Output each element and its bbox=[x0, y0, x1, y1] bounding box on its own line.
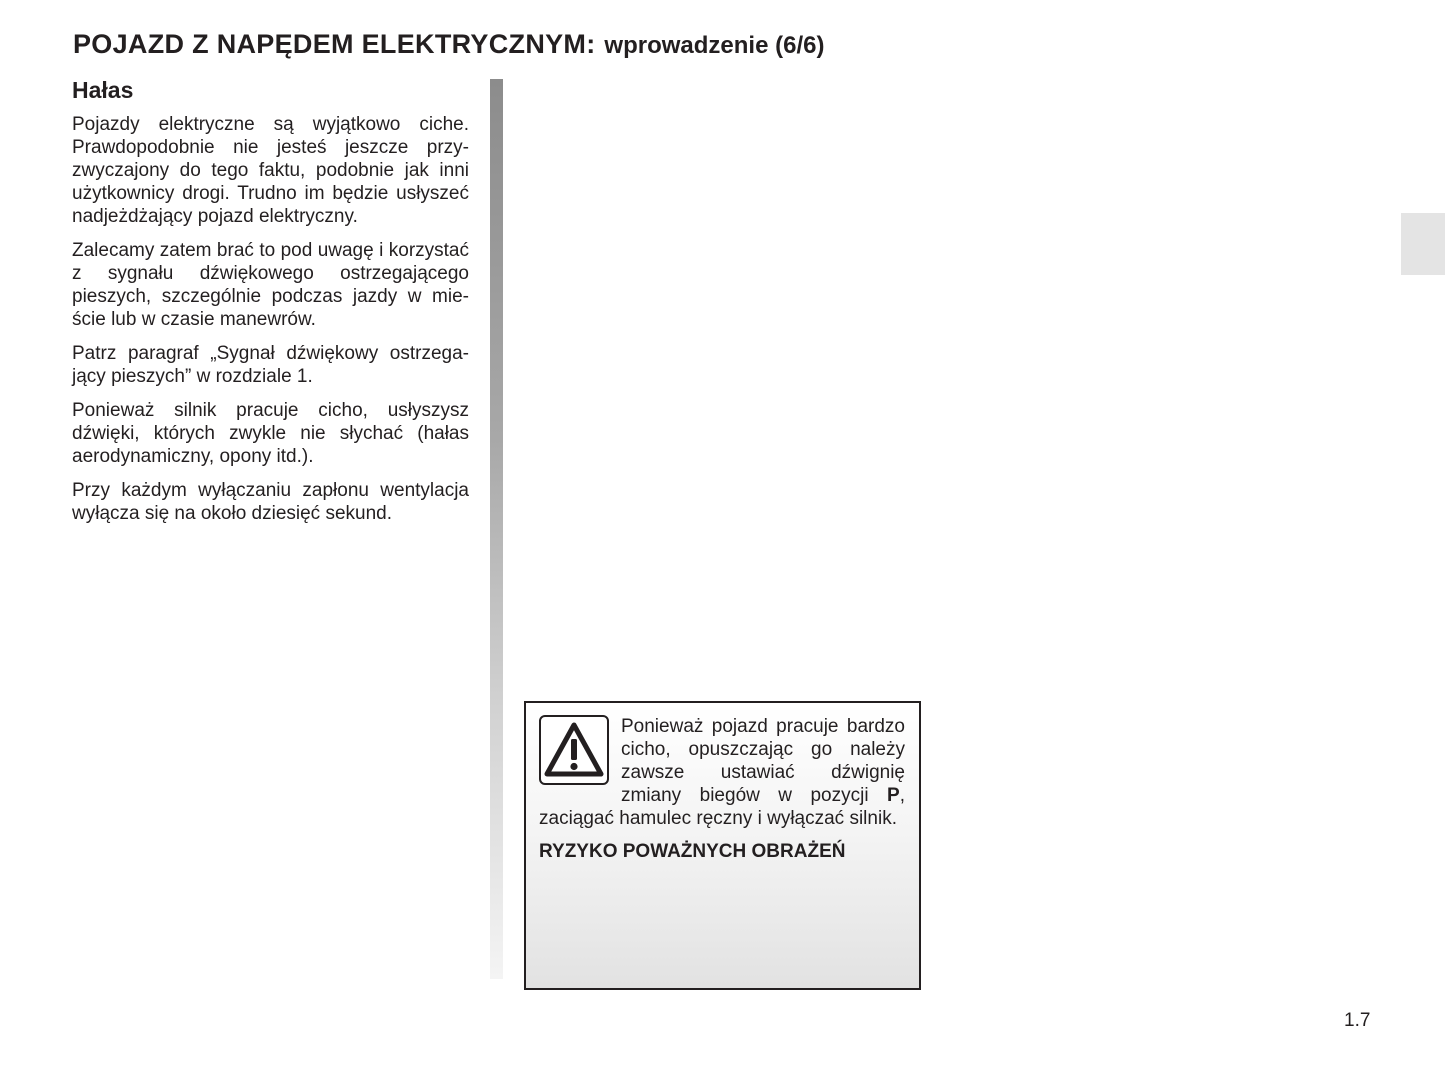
page-title-main: POJAZD Z NAPĘDEM ELEKTRYCZNYM: bbox=[73, 29, 596, 59]
paragraph-5: Przy każdym wyłączaniu zapłonu wentylacja wyłącza się na około dziesięć sekund. bbox=[72, 480, 469, 524]
warning-box bbox=[524, 701, 921, 990]
column-divider-bar bbox=[490, 79, 503, 979]
page-title bbox=[73, 24, 824, 61]
paragraph-2: Zalecamy zatem brać to pod uwagę i korzystać z sygnału dźwiękowego ostrzegającego pieszych, szczególnie podczas jazdy w mieście lub w czasie manewrów. bbox=[72, 240, 469, 330]
paragraph-1: Pojazdy elektryczne są wyjątkowo ciche. Prawdopodobnie nie jesteś jeszcze przyzwyczajony do tego faktu, podobnie jak inni użytkownicy drogi. Trudno im będzie usłyszeć nadjeżdżający pojazd elektryczny. bbox=[72, 114, 469, 227]
page-number: 1.7 bbox=[1344, 1010, 1371, 1031]
page-title-sub: wprowadzenie (6/6) bbox=[604, 32, 825, 59]
chapter-thumb-tab bbox=[1401, 213, 1445, 275]
paragraph-4: Ponieważ silnik pracuje cicho, usłyszysz dźwięki, których zwykle nie słychać (hałas aerodynamiczny, opony itd.). bbox=[72, 400, 469, 467]
warning-risk-label: RYZYKO POWAŻNYCH OBRAŻEŃ bbox=[539, 841, 846, 862]
noise-section bbox=[72, 76, 469, 536]
warning-text-before: Ponieważ pojazd pracuje bardzo cicho, opuszczając go należy zawsze ustawiać dźwignię zmiany biegów w pozycji bbox=[621, 716, 905, 806]
section-heading: Hałas bbox=[72, 77, 134, 103]
paragraph-3: Patrz paragraf „Sygnał dźwiękowy ostrzegający pieszych” w rozdziale 1. bbox=[72, 343, 469, 387]
gear-position-p: P bbox=[887, 785, 900, 806]
warning-text-after: , zaciągać hamulec ręczny i wyłączać silnik. bbox=[539, 785, 905, 829]
warning-triangle-icon bbox=[539, 715, 609, 785]
